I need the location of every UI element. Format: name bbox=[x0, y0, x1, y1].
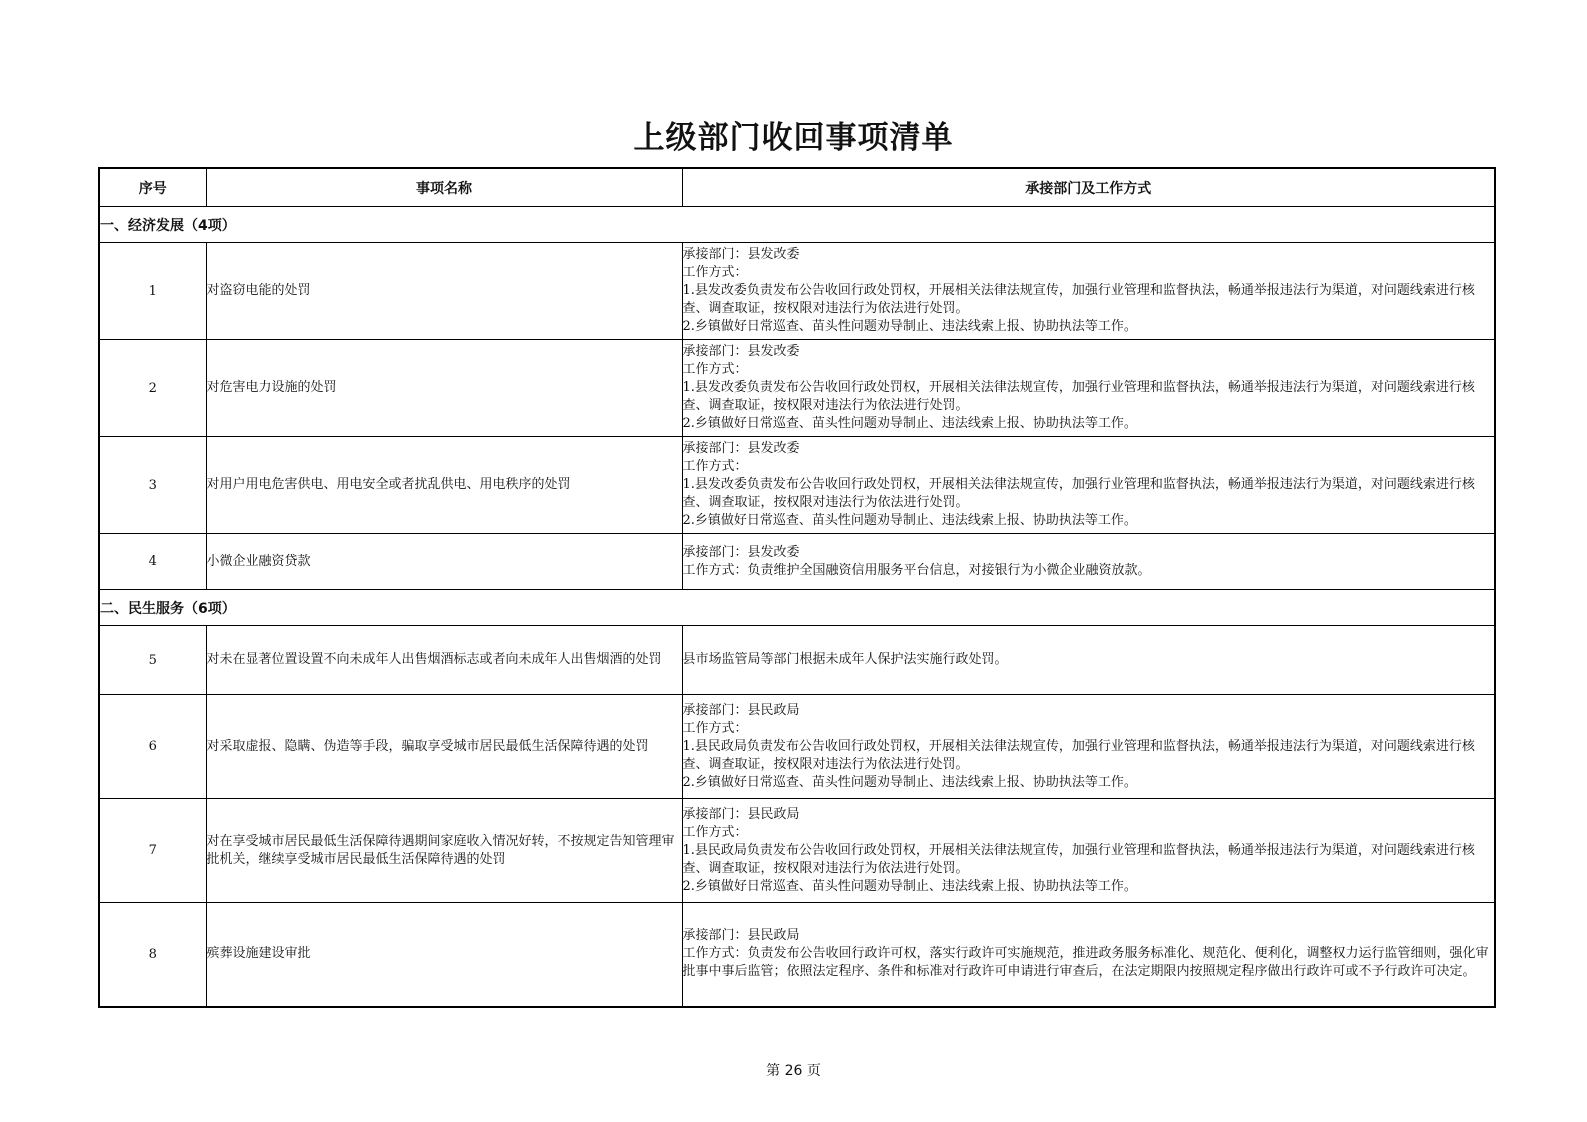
row-number: 7 bbox=[99, 799, 206, 903]
department-method bbox=[682, 534, 1495, 590]
table-row bbox=[99, 534, 1495, 590]
item-name: 对在享受城市居民最低生活保障待遇期间家庭收入情况好转，不按规定告知管理审批机关，继续享受城市居民最低生活保障待遇的处罚 bbox=[206, 799, 682, 903]
row-number: 1 bbox=[99, 243, 206, 340]
detail-line: 工作方式：负责维护全国融资信用服务平台信息，对接银行为小微企业融资放款。 bbox=[682, 562, 1151, 578]
detail-line: 2.乡镇做好日常巡查、苗头性问题劝导制止、违法线索上报、协助执法等工作。 bbox=[682, 416, 1137, 431]
row-number: 4 bbox=[99, 534, 206, 590]
detail-line: 2.乡镇做好日常巡查、苗头性问题劝导制止、违法线索上报、协助执法等工作。 bbox=[682, 513, 1137, 528]
department-method bbox=[682, 340, 1495, 437]
section-label: 一、经济发展（4项） bbox=[99, 207, 1495, 243]
table-row bbox=[99, 799, 1495, 903]
row-number: 5 bbox=[99, 626, 206, 695]
items-table bbox=[98, 167, 1496, 1008]
detail-line: 2.乡镇做好日常巡查、苗头性问题劝导制止、违法线索上报、协助执法等工作。 bbox=[682, 878, 1137, 894]
detail-line: 承接部门：县发改委 bbox=[682, 247, 800, 262]
detail-line: 工作方式： bbox=[682, 720, 748, 736]
header-item-name: 事项名称 bbox=[206, 168, 682, 207]
item-name: 对未在显著位置设置不向未成年人出售烟酒标志或者向未成年人出售烟酒的处罚 bbox=[206, 626, 682, 695]
detail-line: 1.县发改委负责发布公告收回行政处罚权，开展相关法律法规宣传，加强行业管理和监督执法，畅通举报违法行为渠道，对问题线索进行核查、调查取证，按权限对违法行为依法进行处罚。 bbox=[682, 283, 1475, 316]
detail-line: 1.县发改委负责发布公告收回行政处罚权，开展相关法律法规宣传，加强行业管理和监督执法，畅通举报违法行为渠道，对问题线索进行核查、调查取证，按权限对违法行为依法进行处罚。 bbox=[682, 380, 1475, 413]
detail-line: 县市场监管局等部门根据未成年人保护法实施行政处罚。 bbox=[682, 652, 1008, 667]
row-number: 2 bbox=[99, 340, 206, 437]
section-label: 二、民生服务（6项） bbox=[99, 590, 1495, 626]
detail-line: 工作方式： bbox=[682, 265, 748, 280]
table-row bbox=[99, 695, 1495, 799]
detail-line: 1.县发改委负责发布公告收回行政处罚权，开展相关法律法规宣传，加强行业管理和监督执法，畅通举报违法行为渠道，对问题线索进行核查、调查取证，按权限对违法行为依法进行处罚。 bbox=[682, 477, 1475, 510]
header-department-method: 承接部门及工作方式 bbox=[682, 168, 1495, 207]
table-header-row bbox=[99, 168, 1495, 207]
header-number: 序号 bbox=[99, 168, 206, 207]
item-name: 小微企业融资贷款 bbox=[206, 534, 682, 590]
detail-line: 承接部门：县民政局 bbox=[682, 702, 800, 718]
page-number: 第 26 页 bbox=[766, 1063, 821, 1079]
table-row bbox=[99, 903, 1495, 1007]
table-row bbox=[99, 437, 1495, 534]
item-name: 对危害电力设施的处罚 bbox=[206, 340, 682, 437]
section-row bbox=[99, 207, 1495, 243]
item-name: 殡葬设施建设审批 bbox=[206, 903, 682, 1007]
detail-line: 2.乡镇做好日常巡查、苗头性问题劝导制止、违法线索上报、协助执法等工作。 bbox=[682, 774, 1137, 790]
detail-line: 工作方式：负责发布公告收回行政许可权，落实行政许可实施规范，推进政务服务标准化、规范化、便利化，调整权力运行监管细则，强化审批事中事后监管；依照法定程序、条件和标准对行政许可申请进行审查后，在法定期限内按照规定程序做出行政许可或不予行政许可决定。 bbox=[682, 946, 1489, 980]
detail-line: 工作方式： bbox=[682, 459, 748, 474]
item-name: 对盗窃电能的处罚 bbox=[206, 243, 682, 340]
table-row bbox=[99, 340, 1495, 437]
detail-line: 承接部门：县民政局 bbox=[682, 806, 800, 822]
department-method bbox=[682, 799, 1495, 903]
department-method bbox=[682, 903, 1495, 1007]
detail-line: 1.县民政局负责发布公告收回行政处罚权，开展相关法律法规宣传，加强行业管理和监督执法，畅通举报违法行为渠道，对问题线索进行核查、调查取证，按权限对违法行为依法进行处罚。 bbox=[682, 738, 1475, 772]
detail-line: 承接部门：县发改委 bbox=[682, 544, 800, 560]
detail-line: 承接部门：县发改委 bbox=[682, 344, 800, 359]
row-number: 3 bbox=[99, 437, 206, 534]
department-method bbox=[682, 437, 1495, 534]
department-method bbox=[682, 695, 1495, 799]
row-number: 8 bbox=[99, 903, 206, 1007]
detail-line: 工作方式： bbox=[682, 824, 748, 840]
section-row bbox=[99, 590, 1495, 626]
page-title: 上级部门收回事项清单 bbox=[633, 120, 954, 156]
table-row bbox=[99, 243, 1495, 340]
detail-line: 工作方式： bbox=[682, 362, 748, 377]
item-name: 对用户用电危害供电、用电安全或者扰乱供电、用电秩序的处罚 bbox=[206, 437, 682, 534]
detail-line: 承接部门：县民政局 bbox=[682, 928, 800, 944]
item-name: 对采取虚报、隐瞒、伪造等手段，骗取享受城市居民最低生活保障待遇的处罚 bbox=[206, 695, 682, 799]
table-row bbox=[99, 626, 1495, 695]
detail-line: 1.县民政局负责发布公告收回行政处罚权，开展相关法律法规宣传，加强行业管理和监督执法，畅通举报违法行为渠道，对问题线索进行核查、调查取证，按权限对违法行为依法进行处罚。 bbox=[682, 842, 1475, 876]
row-number: 6 bbox=[99, 695, 206, 799]
department-method bbox=[682, 243, 1495, 340]
detail-line: 承接部门：县发改委 bbox=[682, 441, 800, 456]
detail-line: 2.乡镇做好日常巡查、苗头性问题劝导制止、违法线索上报、协助执法等工作。 bbox=[682, 319, 1137, 334]
department-method bbox=[682, 626, 1495, 695]
